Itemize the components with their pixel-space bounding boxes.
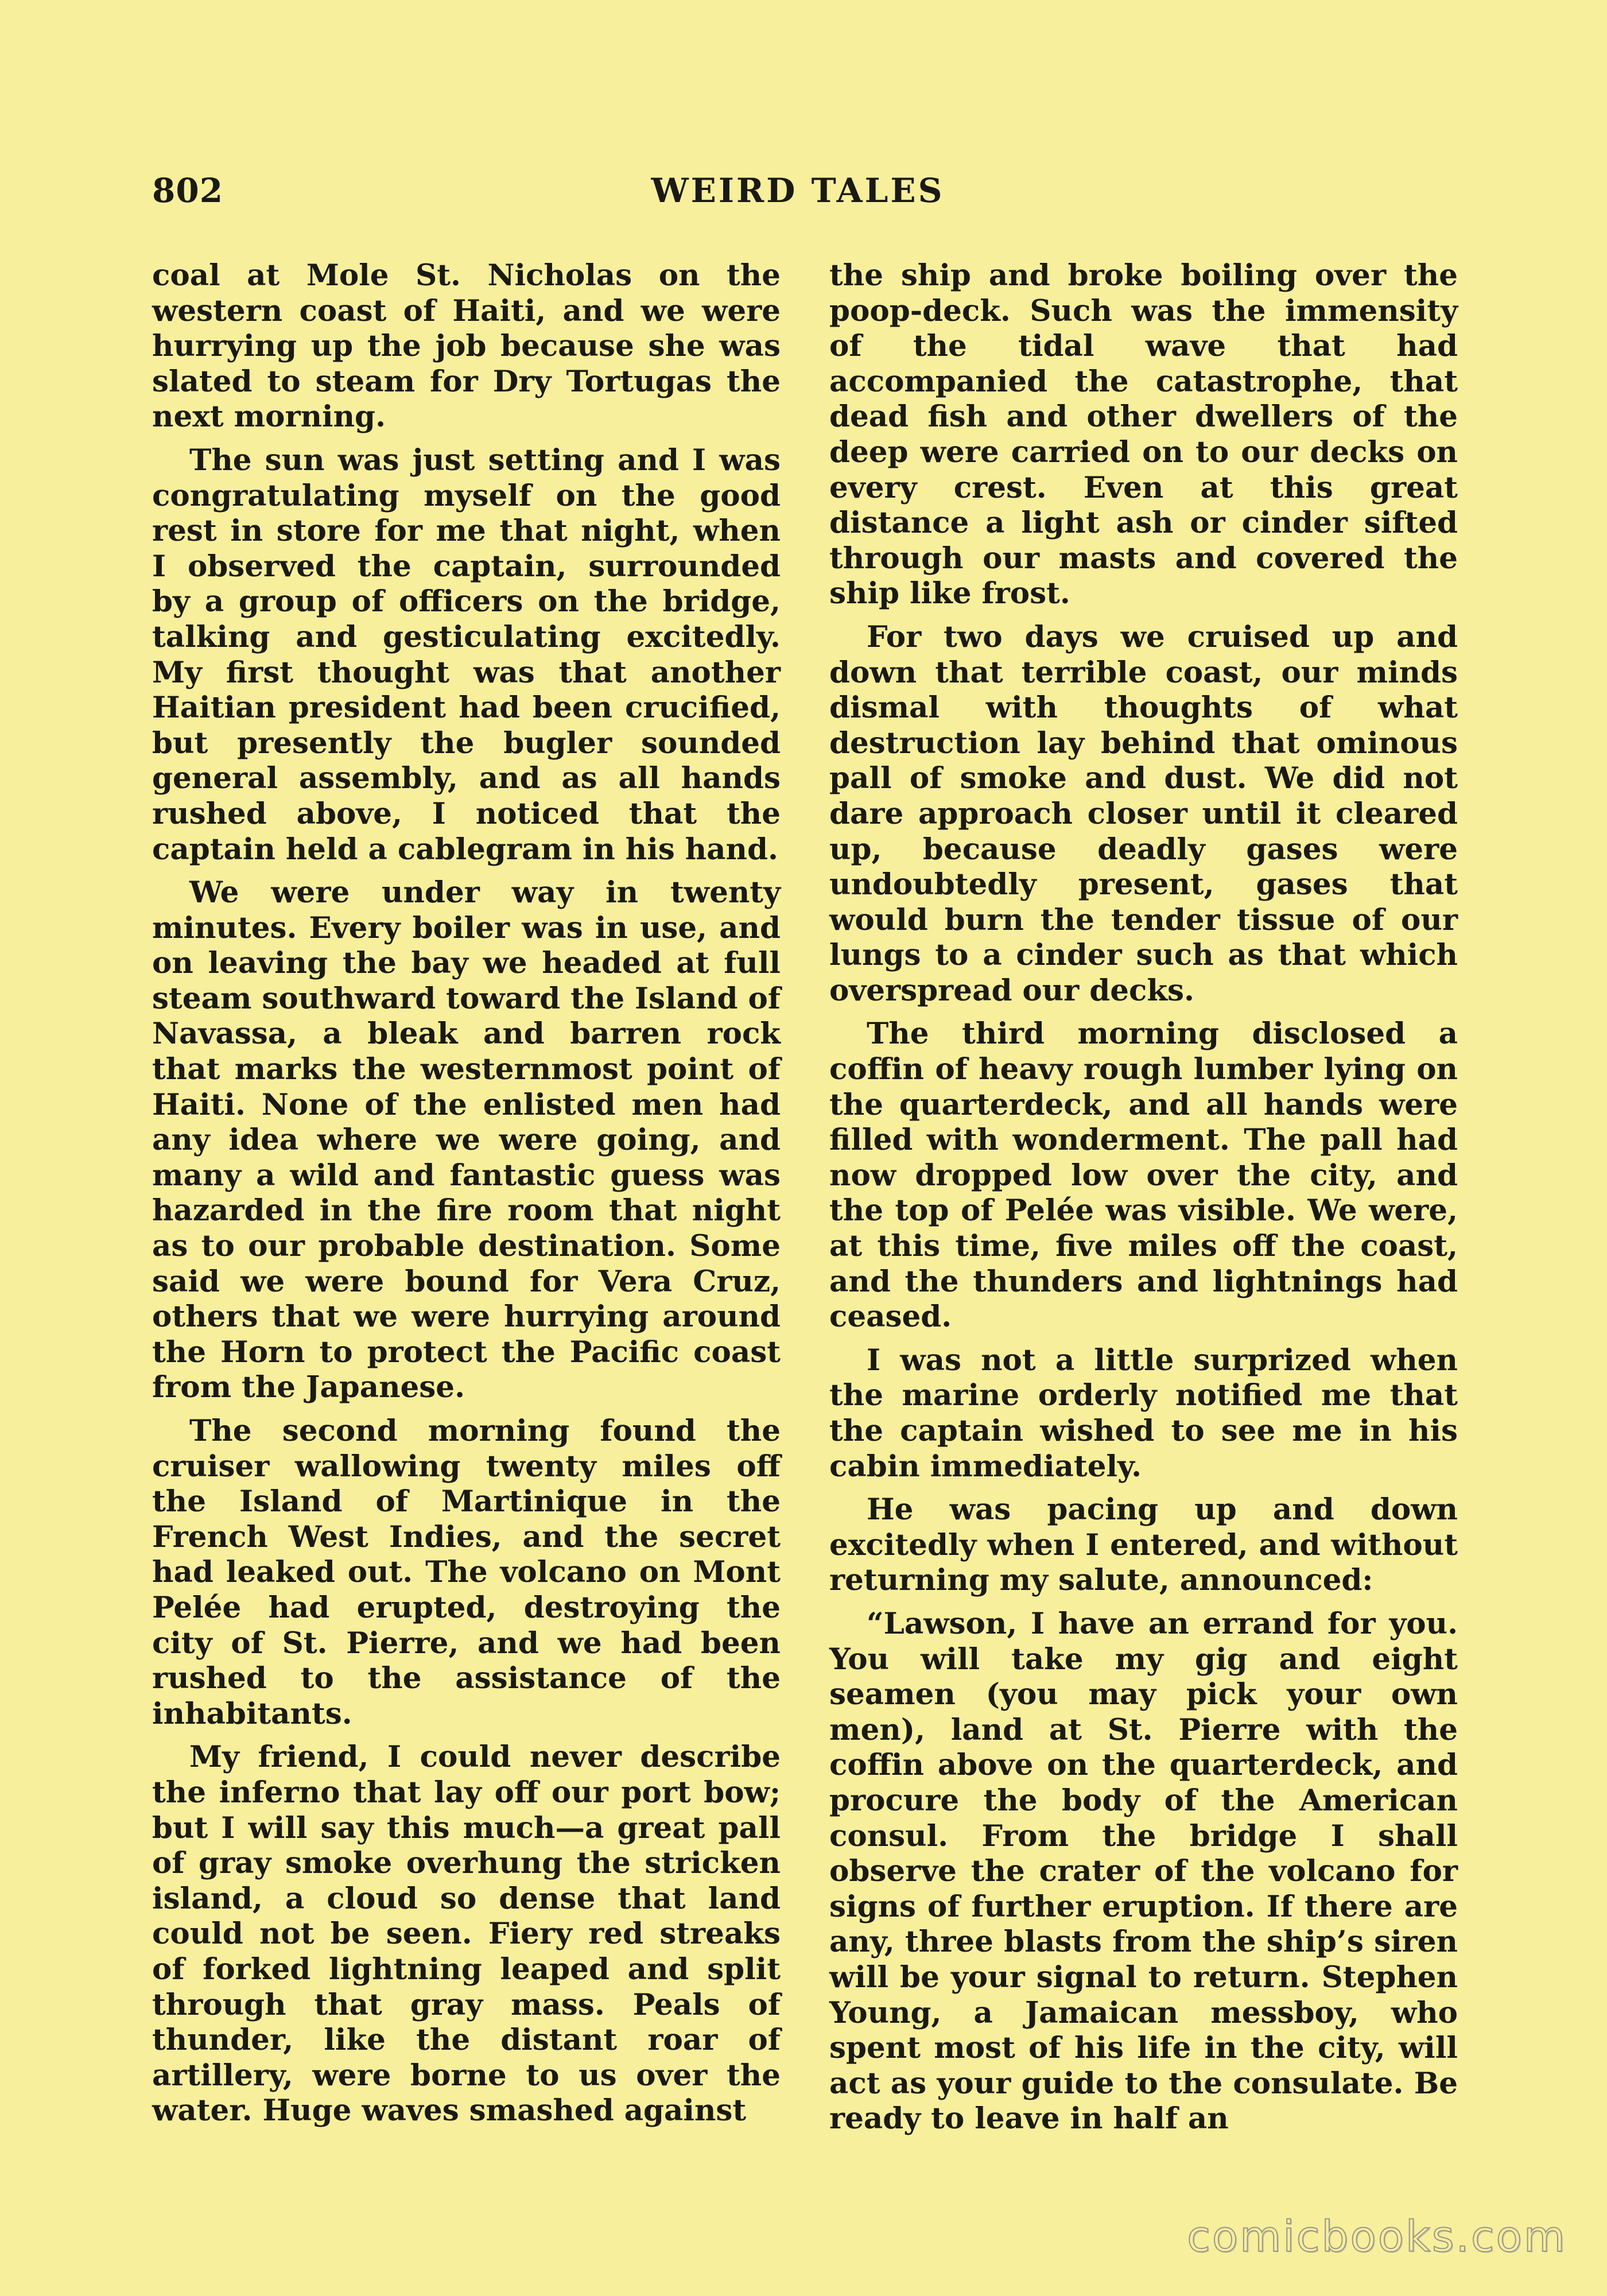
paragraph: He was pacing up and down excitedly when I entered, and without returning my salute, announced: <box>829 1492 1458 1598</box>
paragraph: For two days we cruised up and down that terrible coast, our minds dismal with thoughts of what destruction lay behind that ominous pall of smoke and dust. We did not dare approach closer until it cleared up, because deadly gases were undoubtedly present, gases that would burn the tender tissue of our lungs to a cinder such as that which overspread our decks. <box>829 619 1458 1008</box>
watermark-logo: comicbooks.com <box>1187 2212 1567 2262</box>
paragraph: The second morning found the cruiser wallowing twenty miles off the Island of Martinique in the French West Indies, and the secret had leaked out. The volcano on Mont Pelée had erupted, destroying the city of St. Pierre, and we had been rushed to the assistance of the inhabitants. <box>152 1414 781 1731</box>
paragraph: The third morning disclosed a coffin of heavy rough lumber lying on the quarterdeck, and all hands were filled with wonderment. The pall had now dropped low over the city, and the top of Pelée was visible. We were, at this time, five miles off the coast, and the thunders and lightnings had ceased. <box>829 1017 1458 1335</box>
paragraph: I was not a little surprized when the marine orderly notified me that the captain wished to see me in his cabin immediately. <box>829 1343 1458 1484</box>
paragraph: the ship and broke boiling over the poop-deck. Such was the immensity of the tidal wave that had accompanied the catastrophe, that dead fish and other dwellers of the deep were carried on to our decks on every crest. Even at this great distance a light ash or cinder sifted through our masts and covered the ship like frost. <box>829 258 1458 611</box>
page-number: 802 <box>152 171 224 210</box>
paragraph: We were under way in twenty minutes. Every boiler was in use, and on leaving the bay we headed at full steam southward toward the Island of Navassa, a bleak and barren rock that marks the westernmost point of Haiti. None of the enlisted men had any idea where we were going, and many a wild and fantastic guess was hazarded in the fire room that night as to our probable destination. Some said we were bound for Vera Cruz, others that we were hurrying around the Horn to protect the Pacific coast from the Japanese. <box>152 875 781 1405</box>
paragraph: The sun was just setting and I was congratulating myself on the good rest in store for me that night, when I observed the captain, surrounded by a group of officers on the bridge, talking and gesticulating excitedly. My first thought was that another Haitian president had been crucified, but presently the bugler sounded general assembly, and as all hands rushed above, I noticed that the captain held a cablegram in his hand. <box>152 443 781 867</box>
right-column <box>829 258 1458 2145</box>
left-column <box>152 258 781 2137</box>
page-header <box>152 171 1443 217</box>
running-title: WEIRD TALES <box>651 171 945 210</box>
paragraph: My friend, I could never describe the inferno that lay off our port bow; but I will say this much—a great pall of gray smoke overhung the stricken island, a cloud so dense that land could not be seen. Fiery red streaks of forked lightning leaped and split through that gray mass. Peals of thunder, like the distant roar of artillery, were borne to us over the water. Huge waves smashed against <box>152 1740 781 2128</box>
paragraph: “Lawson, I have an errand for you. You will take my gig and eight seamen (you may pick your own men), land at St. Pierre with the coffin above on the quarterdeck, and procure the body of the American consul. From the bridge I shall observe the crater of the volcano for signs of further eruption. If there are any, three blasts from the ship’s siren will be your signal to return. Stephen Young, a Jamaican messboy, who spent most of his life in the city, will act as your guide to the consulate. Be ready to leave in half an <box>829 1606 1458 2136</box>
paragraph: coal at Mole St. Nicholas on the western coast of Haiti, and we were hurrying up the job because she was slated to steam for Dry Tortugas the next morning. <box>152 258 781 435</box>
